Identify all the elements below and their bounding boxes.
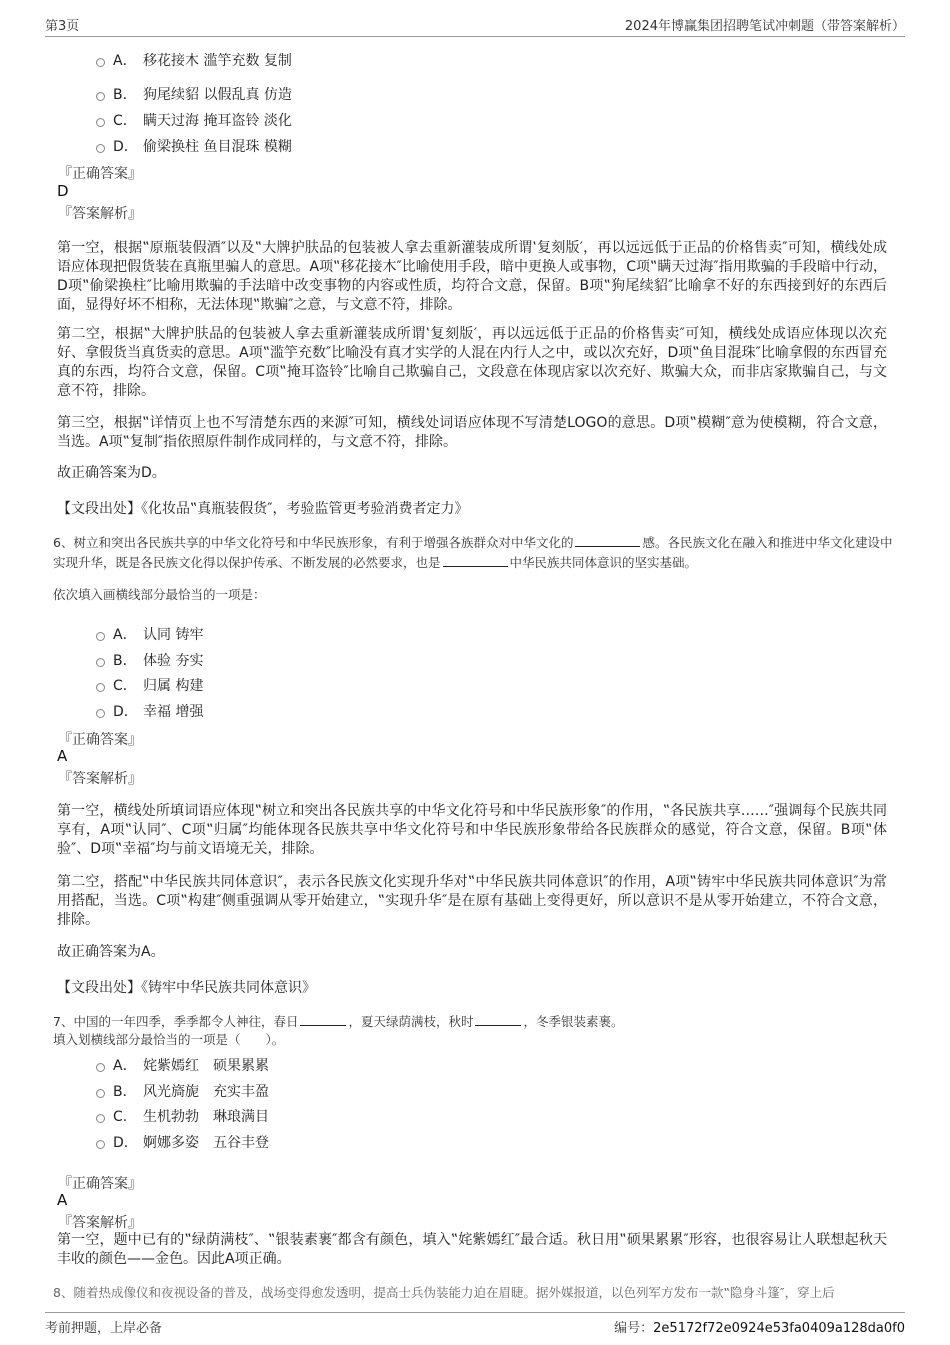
q7-stem-part2: ，夏天绿荫满枝，秋时 xyxy=(348,1014,474,1029)
option-letter: B． xyxy=(113,653,137,669)
radio-icon[interactable] xyxy=(96,1114,105,1123)
q7-analysis-paragraph: 第一空，题中已有的‟绿荫满枝″、‟银装素裹″都含有颜色，填入‟姹紫嫣红″最合适。秋日用‟硕果累累″形容，也很容易让人联想起秋天丰收的颜色——金色。因此A项正确。 xyxy=(57,1232,887,1267)
q5-option-c[interactable] xyxy=(96,110,292,130)
option-letter: A． xyxy=(113,627,137,643)
option-text: 幸福 增强 xyxy=(143,704,204,720)
q8-stem: 8、随着热成像仪和夜视设备的普及，战场变得愈发透明，提高士兵伪装能力迫在眉睫。据外媒报道，以色列军方发布一款‟隐身斗篷″，穿上后 xyxy=(53,1285,835,1300)
q6-stem-part3: 中华民族共同体意识的坚实基础。 xyxy=(509,555,698,570)
radio-icon[interactable] xyxy=(96,1089,105,1098)
radio-icon[interactable] xyxy=(96,632,105,641)
q5-answer-tag: 『正确答案』 xyxy=(58,166,142,182)
q7-stem-part3: ，冬季银装素裹。 xyxy=(523,1014,624,1029)
q5-analysis-paragraph-2: 第二空，根据‟大牌护肤品的包装被人拿去重新灌装成所谓‛复刻版′，再以远远低于正品的价格售卖″可知，横线处成语应体现以次充好、拿假货当真货卖的意思。A项‟滥竽充数″比喻没有真才实学的人混在内行人之中，或以次充好，D项‟鱼目混珠″比喻拿假的东西冒充真的东西，均符合文意，保留。C项‟掩耳盗铃″比喻自己欺骗自己，文段意在体现店家以次充好、欺骗大众，而非店家欺骗自己，与文意不符，排除。 xyxy=(57,326,887,399)
q6-answer-tag: 『正确答案』 xyxy=(58,732,142,748)
q6-option-d[interactable] xyxy=(96,701,203,721)
document-code-value: 2e5172f72e0924e53fa0409a128da0f0 xyxy=(653,1321,905,1336)
option-text: 姹紫嫣红 硕果累累 xyxy=(143,1058,269,1074)
option-text: 体验 夯实 xyxy=(143,653,204,669)
option-text: 风光旖旎 充实丰盈 xyxy=(143,1084,269,1100)
option-text: 移花接木 滥竽充数 复制 xyxy=(143,53,292,69)
q5-answer: D xyxy=(57,182,69,200)
q6-option-a[interactable] xyxy=(96,624,203,644)
option-letter: B． xyxy=(113,87,137,103)
q7-option-a[interactable] xyxy=(96,1055,269,1075)
option-text: 瞒天过海 掩耳盗铃 淡化 xyxy=(143,113,292,129)
q6-stem xyxy=(53,533,898,573)
radio-icon[interactable] xyxy=(96,118,105,127)
radio-icon[interactable] xyxy=(96,683,105,692)
q6-source: 【文段出处】《铸牢中华民族共同体意识》 xyxy=(57,980,316,996)
q6-analysis-paragraph-1: 第一空，横线处所填词语应体现‟树立和突出各民族共享的中华文化符号和中华民族形象″的作用，‟各民族共享……″强调每个民族共同享有，A项‟认同″、C项‟归属″均能体现各民族共享中华文化符号和中华民族形象带给各民族群众的感觉，符合文意，保留。B项‟体验″、D项‟幸福″均与前文语境无关，排除。 xyxy=(57,803,887,857)
q5-analysis-paragraph-1: 第一空，根据‟原瓶装假酒″以及‟大牌护肤品的包装被人拿去重新灌装成所谓‛复刻版′，再以远远低于正品的价格售卖″可知，横线处成语应体现把假货装在真瓶里骗人的意思。A项‟移花接木″比喻使用手段，暗中更换人或事物，C项‟瞒天过海″指用欺骗的手段暗中行动，D项‟偷梁换柱″比喻用欺骗的手法暗中改变事物的内容或性质，均符合文意，保留。B项‟狗尾续貂″比喻拿不好的东西接到好的东西后面，显得好坏不相称，无法体现‟欺骗″之意，与文意不符，排除。 xyxy=(57,240,887,313)
q5-analysis-paragraph-3: 第三空，根据‟详情页上也不写清楚东西的来源″可知，横线处词语应体现不写清楚LOGO的意思。D项‟模糊″意为使模糊，符合文意，当选。A项‟复制″指依照原件制作成同样的，与文意不符，排除。 xyxy=(57,415,887,450)
radio-icon[interactable] xyxy=(96,92,105,101)
q5-option-d[interactable] xyxy=(96,136,292,156)
option-text: 婀娜多姿 五谷丰登 xyxy=(143,1135,269,1151)
q6-analysis-paragraph-2: 第二空，搭配‟中华民族共同体意识″，表示各民族文化实现升华对‟中华民族共同体意识″的作用，A项‟铸牢中华民族共同体意识″为常用搭配，当选。C项‟构建″侧重强调从零开始建立，‟实现升华″是在原有基础上变得更好，所以意识不是从零开始建立，不符合文意，排除。 xyxy=(57,874,887,928)
q6-conclusion: 故正确答案为A。 xyxy=(57,944,165,960)
q7-option-c[interactable] xyxy=(96,1106,269,1126)
q7-option-d[interactable] xyxy=(96,1132,269,1152)
fill-blank xyxy=(443,554,508,567)
q7-analysis-tag: 『答案解析』 xyxy=(58,1215,142,1231)
q5-source: 【文段出处】《化妆品‟真瓶装假货″，考验监管更考验消费者定力》 xyxy=(57,501,469,517)
option-text: 认同 铸牢 xyxy=(143,627,204,643)
q7-stem xyxy=(53,1012,898,1032)
radio-icon[interactable] xyxy=(96,144,105,153)
radio-icon[interactable] xyxy=(96,1140,105,1149)
option-letter: B． xyxy=(113,1084,137,1100)
page-number: 第3页 xyxy=(45,19,80,34)
radio-icon[interactable] xyxy=(96,1063,105,1072)
option-text: 归属 构建 xyxy=(143,678,204,694)
option-letter: A． xyxy=(113,1058,137,1074)
option-letter: D． xyxy=(113,139,138,155)
page-header xyxy=(45,14,905,37)
document-code-label: 编号： xyxy=(614,1321,654,1336)
option-letter: C． xyxy=(113,678,137,694)
q7-answer-tag: 『正确答案』 xyxy=(58,1176,142,1192)
fill-blank xyxy=(575,534,640,547)
q6-stem-part1: 6、树立和突出各民族共享的中华文化符号和中华民族形象，有利于增强各族群众对中华文化的 xyxy=(53,535,574,550)
option-letter: C． xyxy=(113,113,137,129)
radio-icon[interactable] xyxy=(96,709,105,718)
q7-option-b[interactable] xyxy=(96,1081,269,1101)
q5-option-b[interactable] xyxy=(96,84,292,104)
option-letter: C． xyxy=(113,1109,137,1125)
q6-option-c[interactable] xyxy=(96,675,203,695)
radio-icon[interactable] xyxy=(96,658,105,667)
option-letter: D． xyxy=(113,704,138,720)
fill-blank xyxy=(300,1013,346,1026)
q5-conclusion: 故正确答案为D。 xyxy=(57,465,166,481)
option-letter: A． xyxy=(113,53,137,69)
option-text: 生机勃勃 琳琅满目 xyxy=(143,1109,269,1125)
option-text: 狗尾续貂 以假乱真 仿造 xyxy=(143,87,292,103)
q6-analysis-tag: 『答案解析』 xyxy=(58,771,142,787)
q7-prompt: 填入划横线部分最恰当的一项是（ ）。 xyxy=(53,1032,285,1047)
q6-option-b[interactable] xyxy=(96,650,203,670)
document-title: 2024年博赢集团招聘笔试冲刺题（带答案解析） xyxy=(624,19,905,34)
q7-stem-part1: 7、中国的一年四季，季季都令人神往，春日 xyxy=(53,1014,299,1029)
option-letter: D． xyxy=(113,1135,138,1151)
fill-blank xyxy=(475,1013,521,1026)
option-text: 偷梁换柱 鱼目混珠 模糊 xyxy=(143,139,292,155)
radio-icon[interactable] xyxy=(96,58,105,67)
q6-stem-part2: 感。各民族文化在融入和推进中华文化建设中实现升华，既是各民族文化得以保护传承、不断发展的必然要求，也是 xyxy=(53,535,893,570)
page-footer xyxy=(45,1312,905,1336)
q5-analysis-tag: 『答案解析』 xyxy=(58,206,142,222)
q5-option-a[interactable] xyxy=(96,50,292,70)
q7-answer: A xyxy=(57,1191,68,1209)
document-code xyxy=(614,1317,905,1336)
footer-slogan: 考前押题，上岸必备 xyxy=(45,1321,163,1336)
q6-prompt: 依次填入画横线部分最恰当的一项是： xyxy=(53,587,266,602)
q6-answer: A xyxy=(57,747,68,765)
